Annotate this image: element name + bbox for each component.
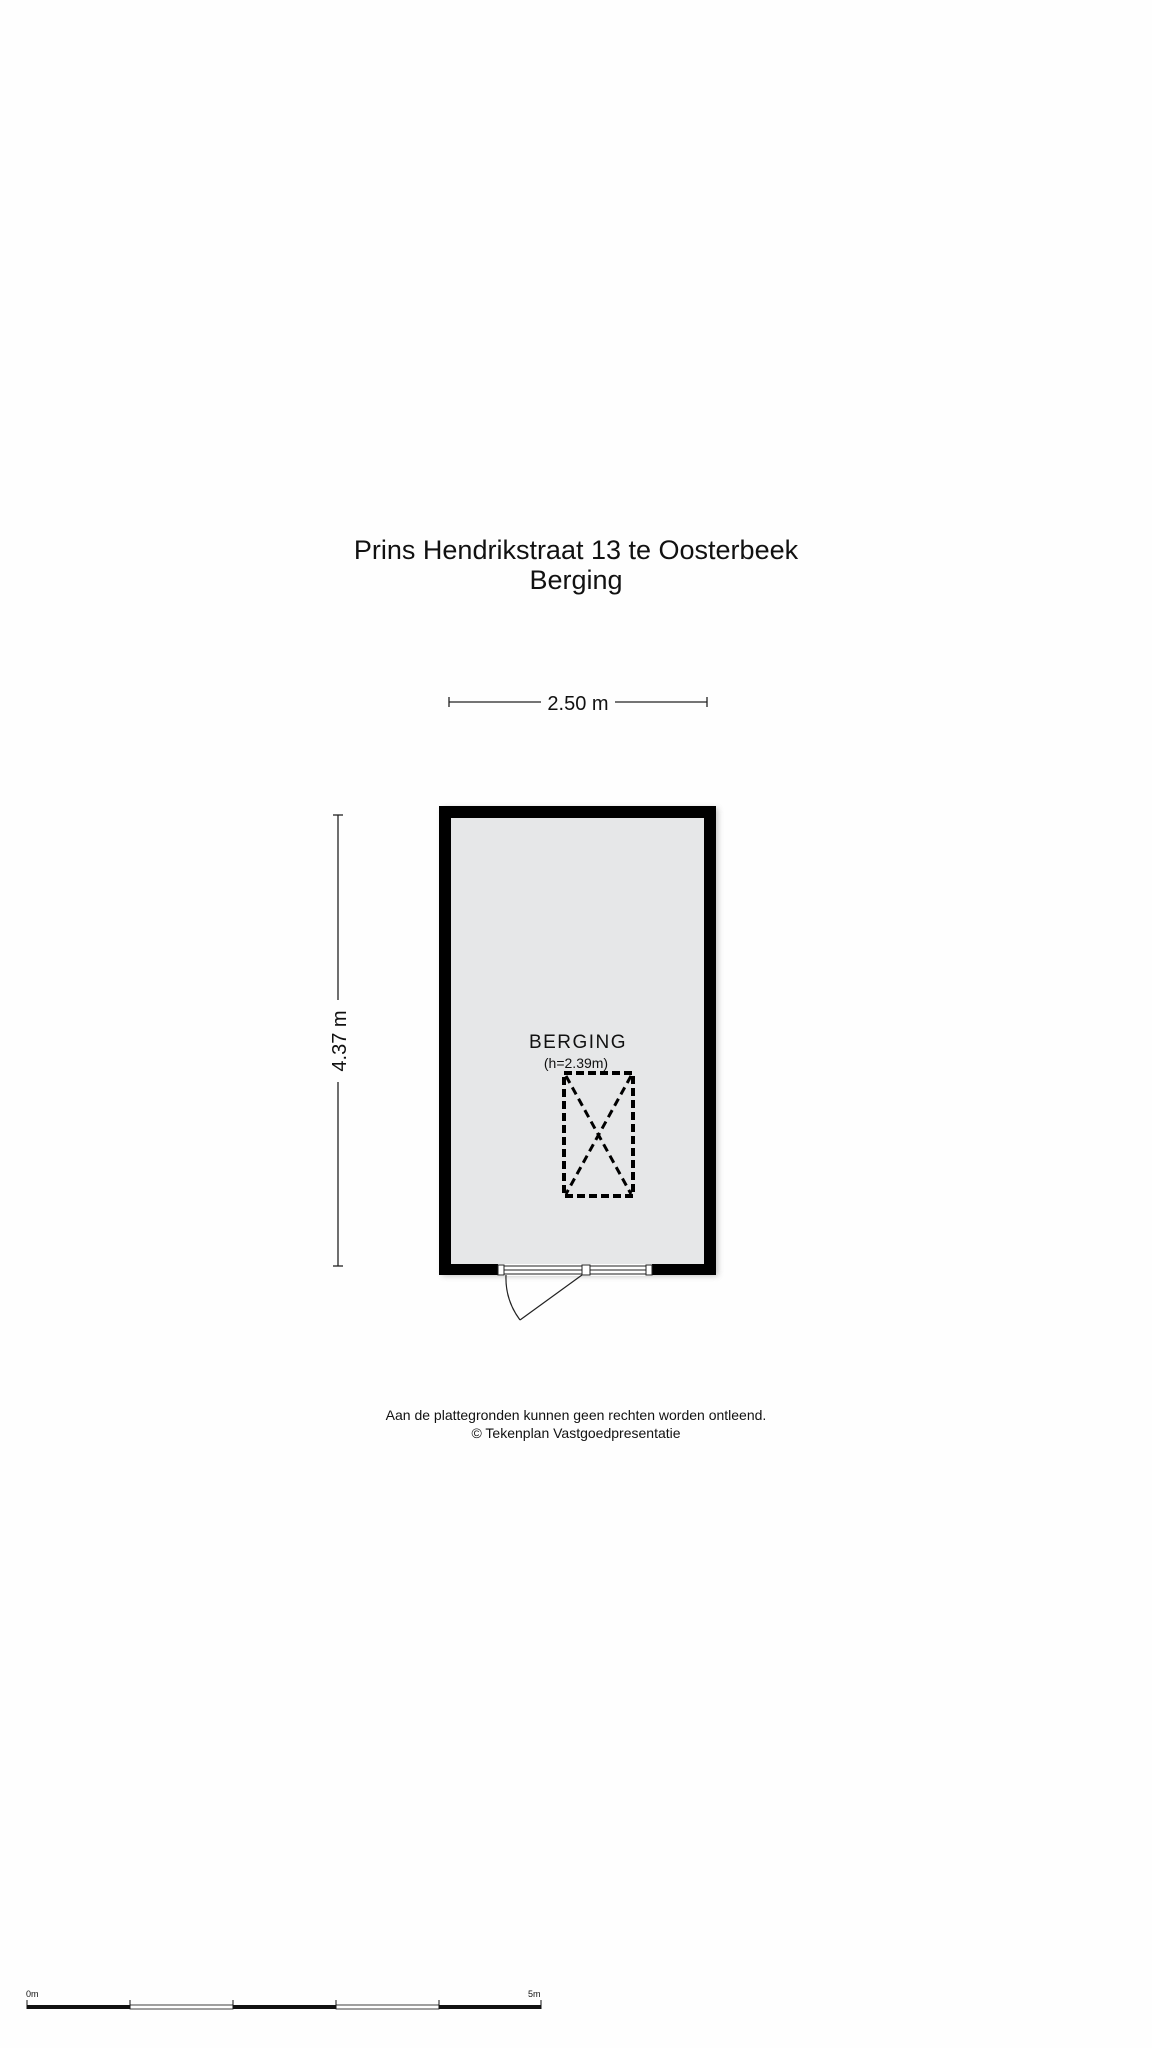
- width-label: 2.50 m: [547, 693, 609, 715]
- scale-bar: [26, 1989, 541, 2009]
- scale-start-label: 0m: [26, 1989, 39, 1999]
- copyright-text: © Tekenplan Vastgoedpresentatie: [471, 1425, 681, 1441]
- door-swing: [506, 1275, 582, 1320]
- disclaimer-block: [0, 1406, 1152, 1442]
- address-title: Prins Hendrikstraat 13 te Oosterbeek: [353, 535, 799, 565]
- width-dimension: [449, 693, 707, 715]
- room-height: (h=2.39m): [543, 1055, 609, 1071]
- scale-end-label: 5m: [528, 1989, 541, 1999]
- room-berging: [439, 806, 718, 1320]
- room-name: BERGING: [528, 1032, 628, 1053]
- depth-label: 4.37 m: [329, 1010, 351, 1072]
- disclaimer-text: Aan de plattegronden kunnen geen rechten worden ontleend.: [385, 1407, 767, 1423]
- floor-title: Berging: [529, 565, 623, 595]
- depth-dimension: [329, 815, 351, 1266]
